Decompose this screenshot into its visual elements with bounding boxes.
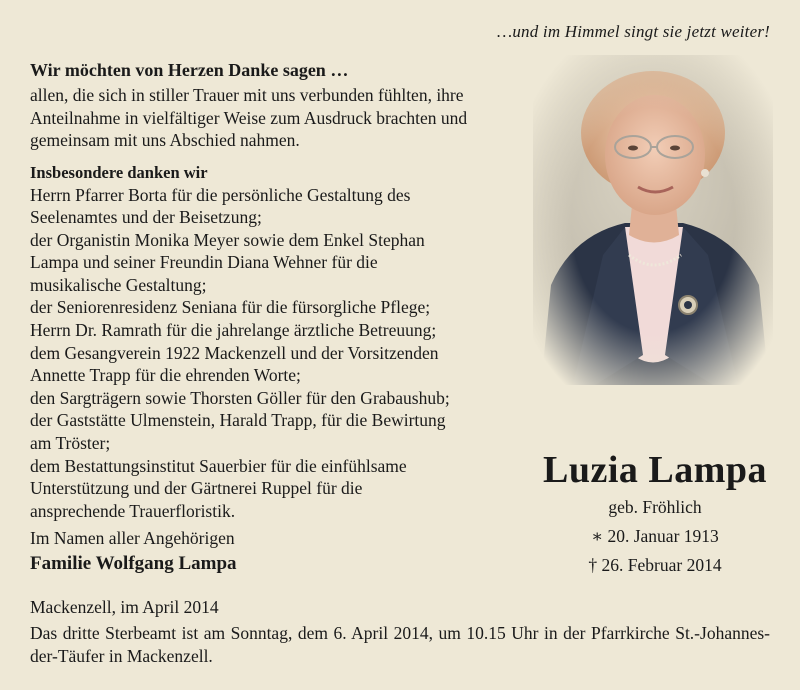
thanks-line: der Organistin Monika Meyer sowie dem Enkel Stephan [30, 229, 425, 250]
thanks-line: der Seniorenresidenz Seniana für die fürsorgliche Pflege; [30, 297, 431, 318]
thanks-line: der Gaststätte Ulmenstein, Harald Trapp, für die Bewirtung [30, 410, 446, 431]
thanks-line: am Tröster; [30, 433, 111, 454]
thanks-line: dem Bestattungsinstitut Sauerbier für die einfühlsame [30, 455, 407, 476]
thanks-line: ansprechende Trauerfloristik. [30, 500, 236, 521]
motto: …und im Himmel singt sie jetzt weiter! [497, 22, 770, 41]
intro-paragraph: allen, die sich in stiller Trauer mit uns verbunden fühlten, ihre Anteilnahme in vielfältiger Weise zum Ausdruck brachten und gemeinsam mit uns Abschied nahmen. [30, 85, 468, 150]
thanks-line: dem Gesangverein 1922 Mackenzell und der Vorsitzenden [30, 342, 439, 363]
thanks-line: Herrn Pfarrer Borta für die persönliche Gestaltung des [30, 184, 411, 205]
mass-announcement: Das dritte Sterbeamt ist am Sonntag, dem 6. April 2014, um 10.15 Uhr in der Pfarrkirche St.-Johannes-der-Täufer in Mackenzell. [30, 623, 770, 666]
on-behalf-text: Im Namen aller Angehörigen [30, 528, 235, 548]
thanks-line: Herrn Dr. Ramrath für die jahrelange ärztliche Betreuung; [30, 320, 437, 341]
special-thanks-heading: Insbesondere danken wir [30, 162, 208, 182]
thanks-line: Lampa und seiner Freundin Diana Wehner für die [30, 252, 378, 273]
thanks-list [30, 184, 530, 523]
thanks-heading: Wir möchten von Herzen Danke sagen … [30, 60, 349, 80]
birth-name: geb. Fröhlich [608, 497, 702, 517]
thanks-line: den Sargträgern sowie Thorsten Göller für den Grabaushub; [30, 387, 450, 408]
thanks-line: Seelenamtes und der Beisetzung; [30, 207, 262, 228]
family-signature: Familie Wolfgang Lampa [30, 553, 237, 574]
birth-date: ∗ 20. Januar 1913 [591, 526, 719, 546]
thanks-line: Annette Trapp für die ehrenden Worte; [30, 365, 301, 386]
thanks-line: Unterstützung und der Gärtnerei Ruppel für die [30, 478, 363, 499]
place-date: Mackenzell, im April 2014 [30, 597, 219, 617]
thanks-column [30, 58, 530, 522]
death-date: † 26. Februar 2014 [588, 555, 722, 575]
portrait-photo [533, 55, 773, 385]
deceased-name: Luzia Lampa [542, 449, 768, 491]
thanks-line: musikalische Gestaltung; [30, 274, 207, 295]
